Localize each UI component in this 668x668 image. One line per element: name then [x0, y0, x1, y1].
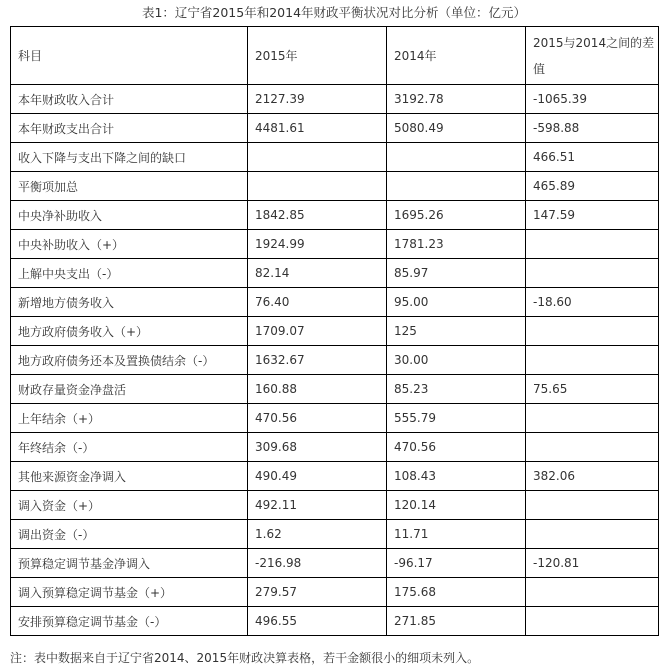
cell-subject: 平衡项加总 — [11, 172, 248, 201]
cell-difference — [526, 520, 659, 549]
cell-2015: 82.14 — [248, 259, 387, 288]
cell-2014 — [387, 172, 526, 201]
cell-difference — [526, 607, 659, 636]
table-row — [11, 462, 659, 491]
table-header-row — [11, 27, 659, 85]
cell-subject: 中央补助收入（+） — [11, 230, 248, 259]
cell-2014: 3192.78 — [387, 85, 526, 114]
table-row — [11, 114, 659, 143]
table-row — [11, 346, 659, 375]
cell-2015 — [248, 143, 387, 172]
cell-2014: 470.56 — [387, 433, 526, 462]
table-row — [11, 259, 659, 288]
cell-2014 — [387, 143, 526, 172]
table-row — [11, 607, 659, 636]
cell-2015: 1.62 — [248, 520, 387, 549]
cell-subject: 调入预算稳定调节基金（+） — [11, 578, 248, 607]
cell-2014: 1781.23 — [387, 230, 526, 259]
table-row — [11, 491, 659, 520]
table-row — [11, 230, 659, 259]
cell-2015: 1709.07 — [248, 317, 387, 346]
cell-difference: -598.88 — [526, 114, 659, 143]
cell-difference — [526, 346, 659, 375]
cell-2014: 11.71 — [387, 520, 526, 549]
cell-2014: 120.14 — [387, 491, 526, 520]
header-subject: 科目 — [11, 27, 248, 85]
cell-difference: -1065.39 — [526, 85, 659, 114]
cell-difference: -120.81 — [526, 549, 659, 578]
cell-2014: 175.68 — [387, 578, 526, 607]
cell-2015: 492.11 — [248, 491, 387, 520]
cell-subject: 地方政府债务还本及置换债结余（-） — [11, 346, 248, 375]
cell-2015: 2127.39 — [248, 85, 387, 114]
cell-difference — [526, 230, 659, 259]
cell-difference — [526, 578, 659, 607]
cell-difference: 465.89 — [526, 172, 659, 201]
cell-2014: 271.85 — [387, 607, 526, 636]
table-row — [11, 520, 659, 549]
cell-2014: 125 — [387, 317, 526, 346]
cell-difference — [526, 259, 659, 288]
cell-2014: 1695.26 — [387, 201, 526, 230]
cell-subject: 调出资金（-） — [11, 520, 248, 549]
cell-difference — [526, 491, 659, 520]
cell-subject: 调入资金（+） — [11, 491, 248, 520]
cell-difference — [526, 433, 659, 462]
cell-subject: 收入下降与支出下降之间的缺口 — [11, 143, 248, 172]
cell-2015: 496.55 — [248, 607, 387, 636]
header-difference: 2015与2014之间的差值 — [526, 27, 659, 85]
cell-2014: 5080.49 — [387, 114, 526, 143]
cell-difference: 382.06 — [526, 462, 659, 491]
cell-difference: -18.60 — [526, 288, 659, 317]
fiscal-balance-table — [10, 26, 659, 636]
cell-2015 — [248, 172, 387, 201]
cell-2015: 1842.85 — [248, 201, 387, 230]
cell-2015: 1924.99 — [248, 230, 387, 259]
cell-2014: 30.00 — [387, 346, 526, 375]
table-row — [11, 578, 659, 607]
table-row — [11, 375, 659, 404]
cell-subject: 财政存量资金净盘活 — [11, 375, 248, 404]
cell-subject: 本年财政支出合计 — [11, 114, 248, 143]
cell-subject: 中央净补助收入 — [11, 201, 248, 230]
cell-2015: 279.57 — [248, 578, 387, 607]
table-row — [11, 433, 659, 462]
cell-2015: 470.56 — [248, 404, 387, 433]
cell-difference — [526, 404, 659, 433]
table-row — [11, 549, 659, 578]
table-footnote: 注：表中数据来自于辽宁省2014、2015年财政决算表格，若干金额很小的细项未列入。 — [10, 651, 480, 665]
cell-2015: 76.40 — [248, 288, 387, 317]
header-2014: 2014年 — [387, 27, 526, 85]
cell-2014: 95.00 — [387, 288, 526, 317]
cell-subject: 上年结余（+） — [11, 404, 248, 433]
table-row — [11, 201, 659, 230]
cell-subject: 本年财政收入合计 — [11, 85, 248, 114]
cell-subject: 新增地方债务收入 — [11, 288, 248, 317]
table-body — [11, 85, 659, 636]
cell-subject: 其他来源资金净调入 — [11, 462, 248, 491]
cell-2015: 160.88 — [248, 375, 387, 404]
table-row — [11, 143, 659, 172]
cell-subject: 年终结余（-） — [11, 433, 248, 462]
table-row — [11, 85, 659, 114]
cell-difference — [526, 317, 659, 346]
cell-subject: 预算稳定调节基金净调入 — [11, 549, 248, 578]
cell-2014: 85.23 — [387, 375, 526, 404]
cell-difference: 147.59 — [526, 201, 659, 230]
table-row — [11, 172, 659, 201]
cell-2015: 1632.67 — [248, 346, 387, 375]
cell-2015: 4481.61 — [248, 114, 387, 143]
cell-2014: 108.43 — [387, 462, 526, 491]
table-row — [11, 288, 659, 317]
cell-2014: -96.17 — [387, 549, 526, 578]
cell-2014: 555.79 — [387, 404, 526, 433]
table-caption: 表1：辽宁省2015年和2014年财政平衡状况对比分析（单位：亿元） — [141, 5, 527, 20]
table-row — [11, 317, 659, 346]
cell-2015: -216.98 — [248, 549, 387, 578]
cell-difference: 75.65 — [526, 375, 659, 404]
cell-2015: 309.68 — [248, 433, 387, 462]
table-row — [11, 404, 659, 433]
cell-subject: 地方政府债务收入（+） — [11, 317, 248, 346]
cell-subject: 安排预算稳定调节基金（-） — [11, 607, 248, 636]
cell-2014: 85.97 — [387, 259, 526, 288]
header-2015: 2015年 — [248, 27, 387, 85]
cell-difference: 466.51 — [526, 143, 659, 172]
cell-2015: 490.49 — [248, 462, 387, 491]
cell-subject: 上解中央支出（-） — [11, 259, 248, 288]
